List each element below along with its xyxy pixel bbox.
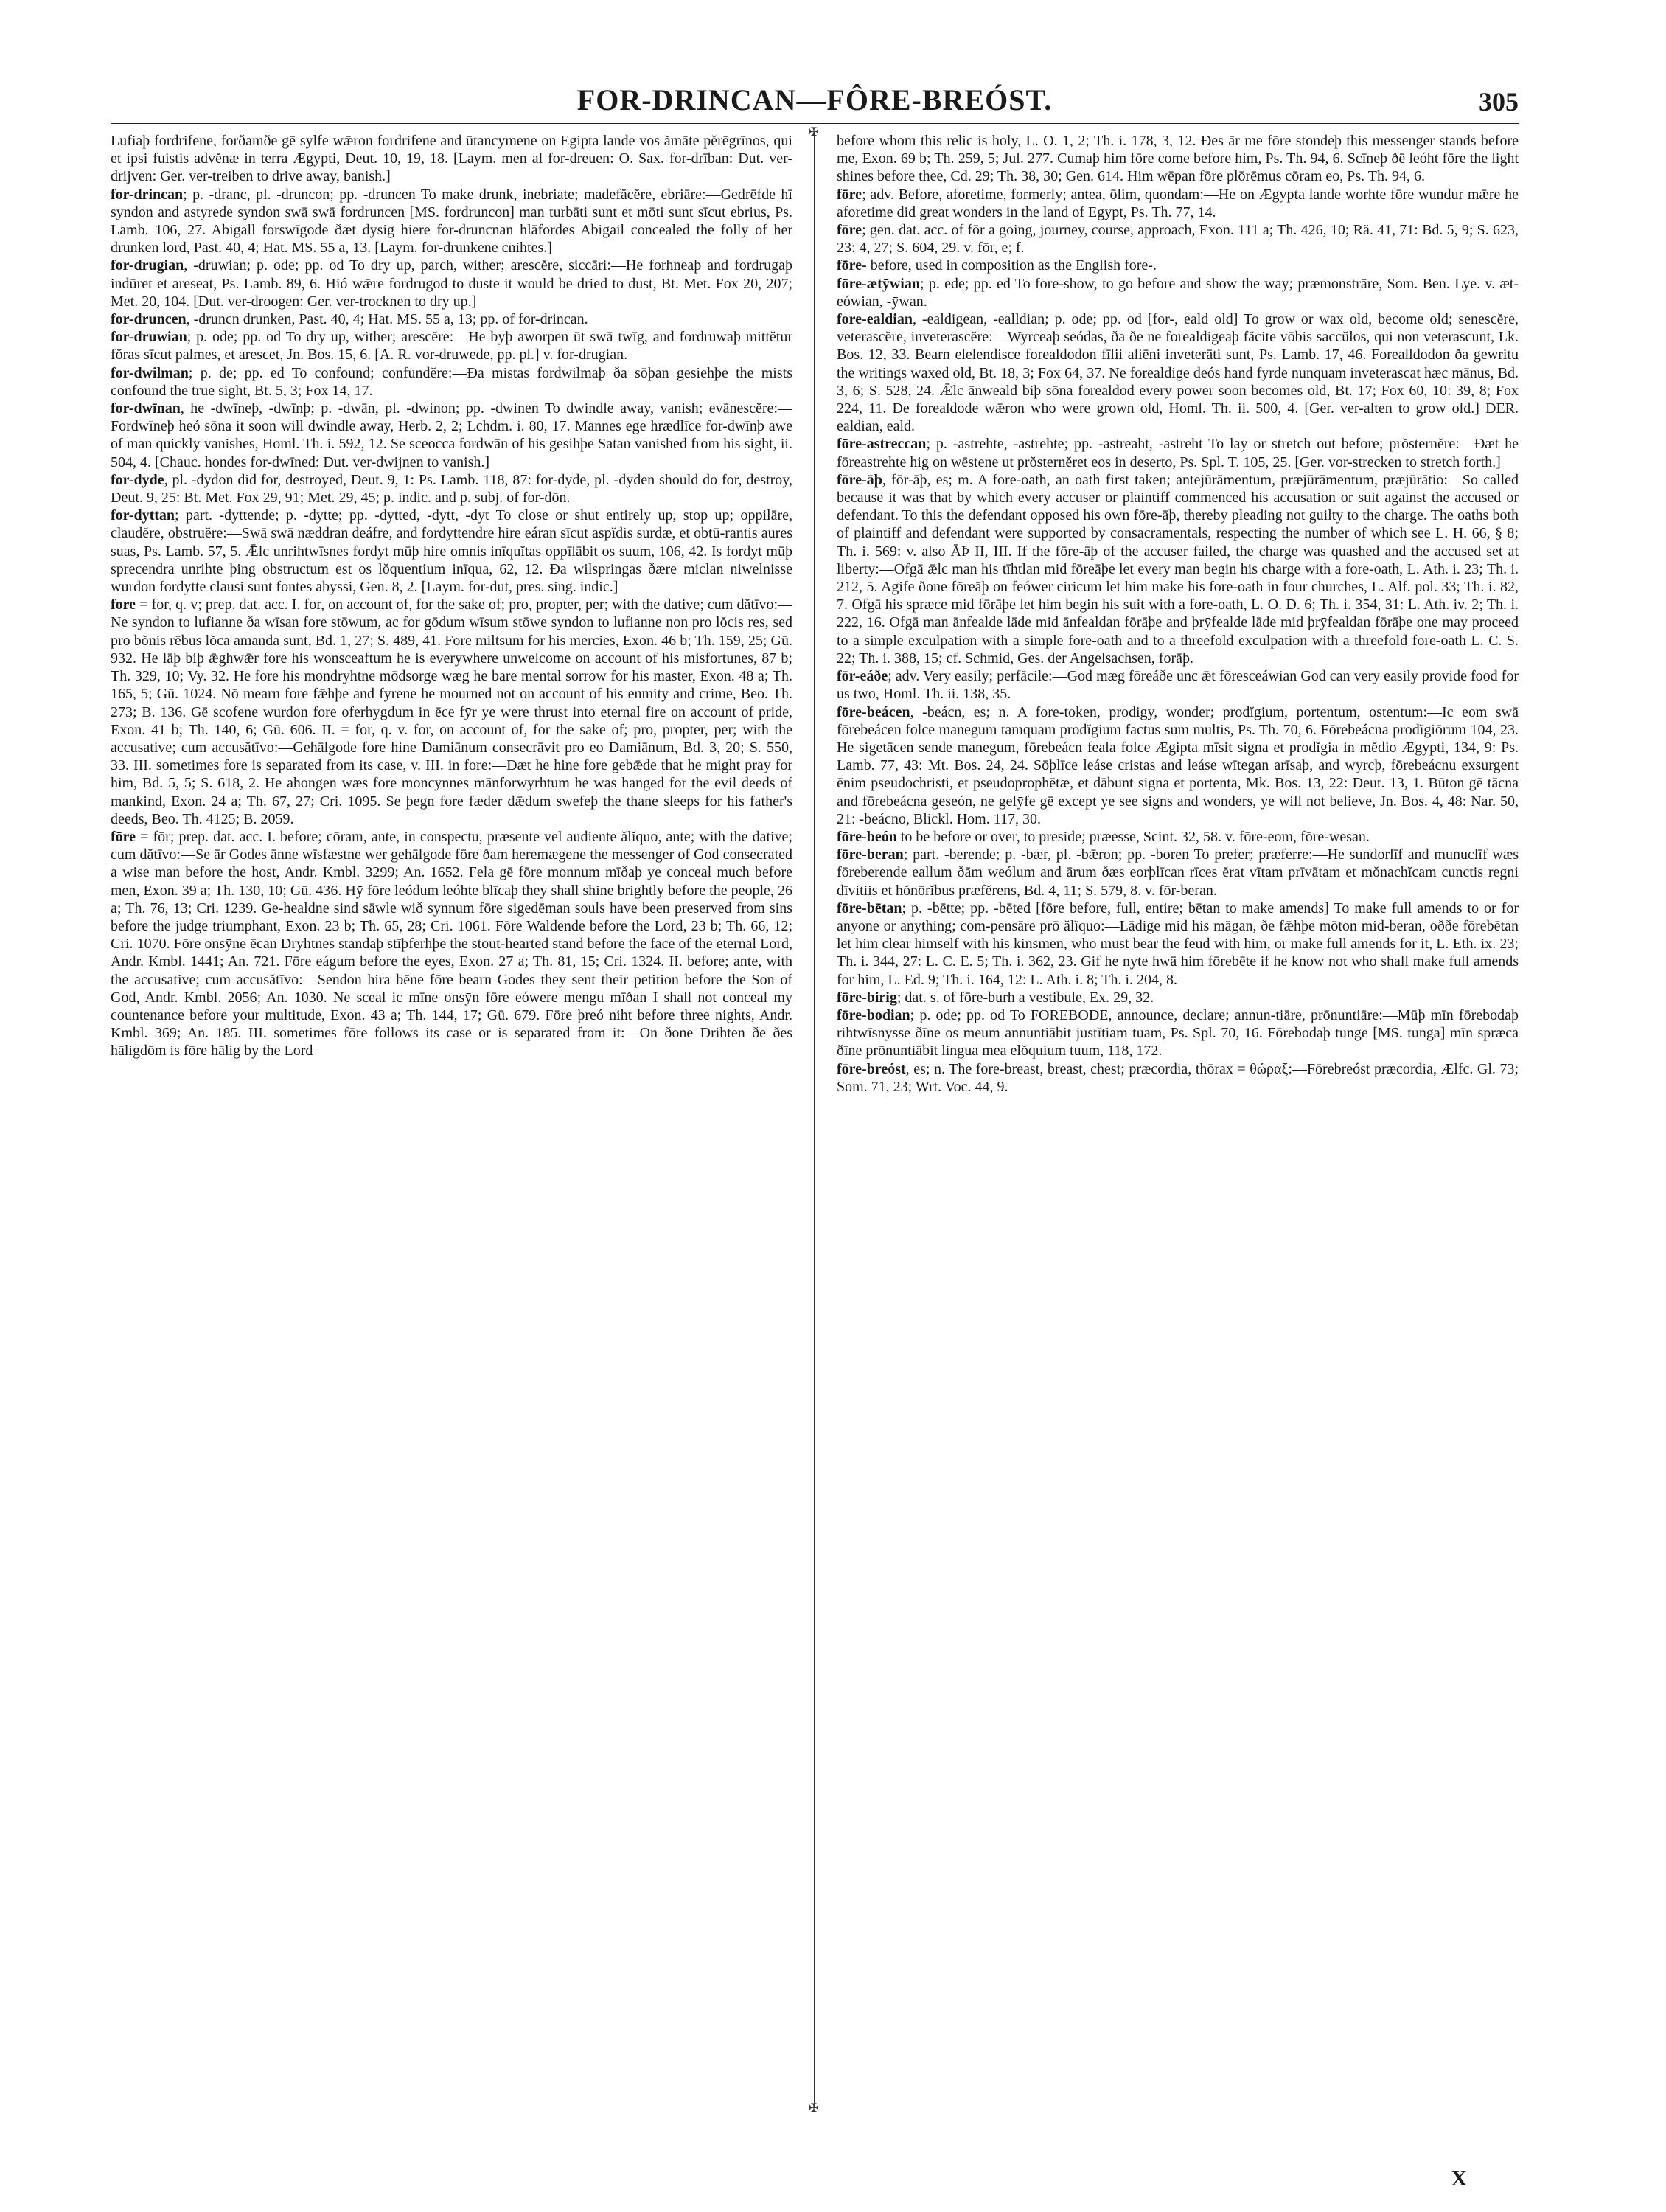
dictionary-entry — [111, 186, 792, 257]
entry-text: , -ealdigean, -ealldian; p. ode; pp. od [for-, eald old] To grow or wax old, become old; senescĕre, veterascĕre, inveterascĕre:—Wyrceaþ seódas, ða ðe ne forealdigeaþ făcite vōbis saccŭlos, qui non veterascunt, Lk. Bos. 12, 33. Bearn elelendisce forealdodon fīlii aliēni inveterāti sunt, Ps. Lamb. 17, 46. Forealldodon ða gewritu the writings waxed old, Bt. 18, 3; Fox 64, 37. Ne forealdige deós hand fyrde nunquam inveterascat hæc mānus, Bd. 3, 6; S. 528, 24. Ǣlc ānweald biþ sōna forealdod every power soon becomes old, Bt. 17; Fox 60, 10: 39, 8; Fox 224, 11. Ðe forealdode wǣron who were grown old, Homl. Th. ii. 500, 4. [Ger. ver-alten to grow old.] DER. ealdian, eald. — [837, 311, 1519, 435]
dictionary-entry — [111, 400, 792, 471]
entry-text: , he -dwīneþ, -dwīnþ; p. -dwān, pl. -dwinon; pp. -dwinen To dwindle away, vanish; evānescĕre:—Fordwīneþ heó sōna it soon will dwindle away, Herb. 2, 2; Lchdm. i. 80, 17. Mannes ege hrædlīce for-dwīnþ awe of man quickly vanishes, Homl. Th. i. 592, 12. Se sceocca fordwān of his gesihþe Satan vanished from his sight, ii. 504, 4. [Chauc. hondes for-dwīned: Dut. ver-dwijnen to vanish.] — [111, 400, 792, 470]
signature-mark: X — [1451, 2166, 1467, 2191]
dictionary-entry — [837, 186, 1519, 221]
dictionary-entry — [837, 310, 1519, 435]
entry-text: ; dat. s. of fōre-burh a vestibule, Ex. 29, 32. — [896, 989, 1154, 1006]
entry-headword: fōre-beón — [837, 828, 897, 845]
dictionary-entry — [837, 900, 1519, 989]
entry-text: = for, q. v; prep. dat. acc. I. for, on account of, for the sake of; pro, propter, per; with the dative; cum dătīvo:—Ne syndon to lufianne ða wīsan fore stōwum, ac for gōdum wīsum stōwe syndon to lufianne non pro lŏcis res, sed pro bŏnis rēbus lŏca amanda sunt, Bd. 1, 27; S. 489, 41. Fore miltsum for his mercies, Exon. 46 b; Th. 159, 25; Gū. 932. He lāþ biþ ǣghwǣr fore his wonsceaftum he is everywhere unwelcome on account of his misfortunes, 87 b; Th. 329, 10; Vy. 32. He fore his mondryhtne mōdsorge wæg he bare mental sorrow for his master, Exon. 48 a; Th. 165, 5; Gū. 1024. Nō mearn fore fǣhþe and fyrene he mourned not on account of his enmity and crime, Beo. Th. 273; B. 136. Gē scofene wurdon fore oferhygdum in ēce fȳr ye were thrust into eternal fire on account of pride, Exon. 41 b; Th. 140, 6; Gū. 606. II. = for, q. v. for, on account of, for the sake of; pro, propter, per; with the accusative; cum accusătīvo:—Gehālgode fore hine Damiānum consecrāvit pro eo Damiānum, Bd. 3, 20; S. 550, 33. III. sometimes fore is separated from its case, v. III. in fore:—Ðæt he hine fore gebǣde that he might pray for him, Bd. 5, 5; S. 618, 2. He ahongen wæs fore moncynnes mānforwyrhtum he was hanged for the evil deeds of mankind, Exon. 24 a; Th. 67, 27; Cri. 1095. Se þegn fore fæder dǣdum swefeþ the thane sleeps for his father's deeds, Beo. Th. 4125; B. 2059. — [111, 597, 792, 827]
dictionary-entry — [837, 257, 1519, 274]
dictionary-entry — [111, 257, 792, 310]
entry-text: before whom this relic is holy, L. O. 1, 2; Th. i. 178, 3, 12. Ðes ār me fōre stondeþ this messenger stands before me, Exon. 69 b; Th. 259, 5; Jul. 277. Cumaþ him fōre come before him, Ps. Th. 94, 6. Scīneþ ðē leóht fōre the light shines before thee, Cd. 29; Th. 38, 30; Gen. 614. Him wēpan fōre plōrēmus cōram eo, Ps. Th. 94, 6. — [837, 133, 1519, 185]
entry-headword: fōre — [837, 186, 862, 203]
entry-headword: fōre-beran — [837, 846, 904, 863]
entry-text: , pl. -dydon did for, destroyed, Deut. 9, 1: Ps. Lamb. 118, 87: for-dyde, pl. -dyden should do for, destroy, Deut. 9, 25: Bt. Met. Fox 29, 91; Met. 29, 45; p. indic. and p. subj. of for-dōn. — [111, 471, 792, 507]
entry-headword: fōre-birig — [837, 989, 897, 1006]
dictionary-entry — [837, 1060, 1519, 1096]
entry-text: to be before or over, to preside; præesse, Scint. 32, 58. v. fōre-eom, fōre-wesan. — [896, 828, 1370, 845]
dictionary-entry — [111, 328, 792, 364]
entry-headword: for-drugian — [111, 257, 184, 274]
entry-headword: fore-ealdian — [837, 311, 913, 328]
entry-headword: fōr-eáðe — [837, 668, 888, 685]
dictionary-entry — [837, 132, 1519, 186]
dictionary-entry — [837, 435, 1519, 470]
entry-text: , es; n. The fore-breast, breast, chest; præcordia, thōrax = θώραξ:—Fōrebreóst præcordia, Ælfc. Gl. 73; Som. 71, 23; Wrt. Voc. 44, 9. — [837, 1060, 1519, 1095]
entry-headword: for-druncen — [111, 311, 187, 328]
entry-headword: fōre — [837, 222, 862, 239]
entry-text: ; part. -dyttende; p. -dytte; pp. -dytted, -dytt, -dyt To close or shut entirely up, stop up; oppilāre, claudĕre, obstruĕre:—Swā swā næddran deáfre, and fordyttendre hire eáran sīcut aspĭdis surdæ, et obtū-rantis aures suas, Ps. Lamb. 57, 5. Ǣlc unrihtwīsnes fordyt mūþ hire omnis inīquĭtas oppīlābit os suum, 106, 42. Is fordyt mūþ sprecendra unrihte þing obstructum est os lŏquentium inīqua, 62, 12. Ða wilspringas ðære miclan niwelnisse wurdon fordytte clausi sunt fontes abyssi, Gen. 8, 2. [Laym. for-dut, pres. sing. indic.] — [111, 507, 792, 596]
dictionary-entry — [111, 507, 792, 596]
entry-text: , -druwian; p. ode; pp. od To dry up, parch, wither; arescĕre, siccāri:—He forhneaþ and fordrugaþ indūret et areseat, Ps. Lamb. 89, 6. Hió wǣre fordrugod to duste it would be dried to dust, Bt. Met. Fox 20, 207; Met. 20, 104. [Dut. ver-droogen: Ger. ver-trocknen to dry up.] — [111, 257, 792, 310]
entry-text: Lufiaþ fordrifene, forðamðe gē sylfe wǣron fordrifene and ūtancymene on Egipta lande vos ămāte pĕrēgrīnos, qui et ipsi fuistis advĕnæ in terra Ægypti, Deut. 10, 19, 18. [Laym. men al for-dreuen: O. Sax. for-drīban: Dut. ver-drijven: Ger. ver-treiben to drive away, banish.] — [111, 133, 792, 185]
dictionary-entry — [111, 310, 792, 328]
entry-text: ; p. de; pp. ed To confound; confundĕre:—Ða mistas fordwilmaþ ða sōþan gesiehþe the mists confound the true sight, Bt. 5, 3; Fox 14, 17. — [111, 364, 792, 399]
entry-headword: fōre — [111, 828, 136, 845]
entry-text: ; part. -berende; p. -bær, pl. -bǣron; pp. -boren To prefer; præferre:—He sundorlīf and munuclīf wæs fōreberende eallum ðām weólum and ārum ðæs eorþlīcan rīces ĕrat vītam prīvātam et mŏnachĭcam cunctis regni dīvitiis et hŏnōrĭbus præfĕrens, Bd. 4, 11; S. 579, 8. v. fōr-beran. — [837, 846, 1519, 899]
entry-headword: for-dwīnan — [111, 400, 181, 417]
ornament-top-icon: ✠ — [809, 125, 819, 139]
dictionary-entry — [111, 596, 792, 828]
dictionary-entry — [837, 471, 1519, 667]
entry-text: ; gen. dat. acc. of fōr a going, journey, course, approach, Exon. 111 a; Th. 426, 10; Rä. 41, 71: Bd. 5, 9; S. 623, 23: 4, 27; S. 604, 29. v. fōr, e; f. — [837, 222, 1519, 257]
dictionary-entry — [837, 846, 1519, 900]
entry-text: before, used in composition as the English fore-. — [866, 257, 1157, 274]
dictionary-page — [111, 77, 1519, 2186]
entry-headword: for-dwilman — [111, 364, 189, 381]
entry-text: ; adv. Very easily; perfăcile:—God mæg fōreáðe unc ǣt fōresceáwian God can very easily provide food for us two, Homl. Th. ii. 138, 35. — [837, 668, 1519, 703]
entry-text: ; p. ode; pp. od To FOREBODE, announce, declare; annun-tiāre, prōnuntiāre:—Mūþ mīn fōrebodaþ rihtwīsnysse ðīne os meum annuntiābit justĭtiam tuam, Ps. Spl. 70, 16. Fōrebodaþ tunge [MS. tunga] mīn spræca ðīne prōnuntiābit lingua mea elŏquium tuum, 118, 172. — [837, 1006, 1519, 1060]
dictionary-entry — [837, 989, 1519, 1006]
entry-headword: fōre- — [837, 257, 867, 274]
entry-headword: fore — [111, 597, 136, 613]
columns — [111, 125, 1519, 2123]
entry-text: ; p. ede; pp. ed To fore-show, to go before and show the way; præmonstrāre, Som. Ben. Lye. v. æt-eówian, -ȳwan. — [837, 275, 1519, 310]
entry-text: ; p. ode; pp. od To dry up, wither; arescĕre:—He byþ aworpen ūt swā twīg, and fordruwaþ mittĕtur fŏras sīcut palmes, et arescet, Jn. Bos. 15, 6. [A. R. vor-druwede, pp. pl.] v. for-drugian. — [111, 329, 792, 364]
dictionary-entry — [837, 667, 1519, 703]
entry-headword: fōre-bodian — [837, 1006, 910, 1023]
dictionary-entry — [111, 471, 792, 507]
dictionary-entry — [837, 1006, 1519, 1060]
entry-headword: fōre-astreccan — [837, 436, 927, 453]
entry-headword: fōre-breóst — [837, 1060, 906, 1077]
entry-text: = fōr; prep. dat. acc. I. before; cōram, ante, in conspectu, præsente vel audiente ălĭquo, ante; with the dative; cum dătīvo:—Se ār Godes ānne wīsfæstne wer gehālgode fōre ðam heremægene the messenger of God consecrated a wise man before the host, Andr. Kmbl. 3299; An. 1652. Fela gē fōre monnum mīðaþ ye conceal much before men, Exon. 39 a; Th. 130, 10; Gū. 436. Hȳ fōre leódum leóhte blīcaþ they shall shine brightly before the people, 26 a; Th. 76, 13; Cri. 1239. Ge-healdne sind sāwle wið synnum fōre sigedēman souls have been preserved from sins before the judge triumphant, Exon. 23 b; Th. 65, 28; Cri. 1061. Fōre Waldende before the Lord, 23 b; Th. 66, 12; Cri. 1070. Fōre onsȳne ēcan Dryhtnes standaþ stīþferhþe the stout-hearted stand before the face of the eternal Lord, Andr. Kmbl. 1441; An. 721. Fōre eágum before the eyes, Exon. 27 a; Th. 81, 15; Cri. 1324. II. before; ante, with the accusative; cum accusătīvo:—Sendon hira bēne fōre bearn Godes they sent their petition before the Son of God, Andr. Kmbl. 2056; An. 1030. Ne sceal ic mīne onsȳn fōre eówere mengu mīðan I shall not conceal my countenance before your multitude, Exon. 43 a; Th. 144, 17; Gū. 679. Fōre þreó niht before three nights, Andr. Kmbl. 369; An. 185. III. sometimes fōre follows its case or is separated from it:—On ðone Drihten ðe ðes hāligdōm is fōre hālig by the Lord — [111, 828, 792, 1060]
dictionary-entry — [111, 132, 792, 186]
running-header — [111, 77, 1519, 124]
entry-headword: fōre-beácen — [837, 703, 910, 720]
page-number: 305 — [1479, 87, 1519, 116]
dictionary-entry — [837, 703, 1519, 828]
entry-headword: for-dyttan — [111, 507, 175, 524]
dictionary-entry — [111, 364, 792, 400]
entry-text: ; p. -dranc, pl. -druncon; pp. -druncen To make drunk, inebriate; madefăcĕre, ebriāre:—Gedrēfde hī syndon and astyrede syndon swā swā fordruncen [MS. fordruncon] man turbāti sunt et mōti sunt sīcut ebrius, Ps. Lamb. 106, 27. Abigall forswīgode ðæt dysig hiere for-druncnan hlāfordes Abigail concealed the folly of her drunken lord, Past. 40, 4; Hat. MS. 55 a, 13. [Laym. for-drunkene cnihtes.] — [111, 186, 792, 257]
entry-text: ; p. -astrehte, -astrehte; pp. -astreaht, -astreht To lay or stretch out before; prŏsternĕre:—Ðæt he fōreastrehte hig on wēstene ut prŏsternĕret eos in deserto, Ps. Spl. T. 105, 25. [Ger. vor-strecken to stretch forth.] — [837, 436, 1519, 470]
dictionary-entry — [837, 828, 1519, 846]
dictionary-entry — [111, 828, 792, 1060]
ornament-bottom-icon: ✠ — [809, 2101, 819, 2115]
entry-headword: for-dyde — [111, 471, 164, 488]
page-title: FOR-DRINCAN—FÔRE-BREÓST. — [576, 83, 1053, 116]
entry-text: , fōr-āþ, es; m. A fore-oath, an oath first taken; antejūrāmentum, præjūrāmentum, præjūrātio:—So called because it was that by which every accuser or plaintiff commenced his accusation or suit against the accused or defendant. To this the defendant opposed his own fōre-āþ, thereby pleading not guilty to the charge. The oaths both of plaintiff and defendant were supported by consacramentals, respecting the number of which see L. H. 66, § 8; Th. i. 569: v. also ĀÞ II, III. If the fōre-āþ of the accuser failed, the charge was quashed and the accused set at liberty:—Ofgā ǣlc man his tīhtlan mid fōreāþe let every man begin his charge with a fore-oath, L. Ath. i. 23; Th. i. 212, 5. Agife ðone fōreāþ on feówer ciricum let him make his fore-oath in four churches, L. Alf. pol. 33; Th. i. 82, 7. Ofgā his spræce mid fōrāþe let him begin his suit with a fore-oath, L. O. D. 6; Th. i. 354, 31: L. Ath. iv. 2; Th. i. 222, 16. Ofgā man ānfealde lāde mid ānfealdan fōrāþe and þrȳfealde lāde mid þrȳfealdan fōrāþe one may proceed to a simple exculpation with a simple fore-oath and to a threefold exculpation with a threefold fore-oath L. C. S. 22; Th. i. 388, 15; cf. Schmid, Ges. der Angelsachsen, forāþ. — [837, 471, 1519, 667]
entry-headword: for-drincan — [111, 186, 184, 203]
entry-headword: fōre-āþ — [837, 471, 882, 488]
dictionary-entry — [837, 221, 1519, 257]
entry-headword: fōre-ætȳwian — [837, 275, 920, 292]
entry-text: , -beácn, es; n. A fore-token, prodigy, wonder; prodĭgium, portentum, ostentum:—Ic eom swā fōrebeácen folce manegum tamquam prodĭgium factus sum multis, Ps. Th. 70, 6. Fōrebeácna prodĭgiōrum 104, 23. He sigetācen sende manegum, fōrebeácn feala folce Ægipta mīsit signa et prodĭgia in mĕdio Ægypti, 134, 9: Ps. Lamb. 77, 43: Mt. Bos. 24, 24. Sōþlīce leáse cristas and leáse wītegan arīsaþ, and wyrcþ, fōrebeácnu exsurgent ēnim pseudochristi, et pseudoprophētæ, et dābunt signa et portenta, Mk. Bos. 13, 22: Deut. 13, 1. Būton gē tācna and fōrebeácna geseón, ne gelȳfe gē except ye see signs and wonders, ye will not believe, Jn. Bos. 4, 48: Nar. 50, 21: -beácno, Blickl. Hom. 117, 30. — [837, 703, 1519, 827]
entry-text: , -druncn drunken, Past. 40, 4; Hat. MS. 55 a, 13; pp. of for-drincan. — [186, 311, 588, 328]
entry-headword: fōre-bētan — [837, 900, 902, 917]
entry-text: ; adv. Before, aforetime, formerly; antea, ōlim, quondam:—He on Ægypta lande worhte fōre wundur mǣre he aforetime did great wonders in the land of Egypt, Ps. Th. 77, 14. — [837, 186, 1519, 220]
left-column — [111, 132, 792, 2123]
right-column — [837, 132, 1519, 2123]
dictionary-entry — [837, 275, 1519, 310]
entry-headword: for-druwian — [111, 329, 187, 346]
column-divider — [814, 132, 815, 2108]
entry-text: ; p. -bētte; pp. -bēted [fōre before, full, entire; bētan to make amends] To make full amends to or for anyone or anything; com-pensāre prō ălĭquo:—Lādige mid his māgan, ðe fǣhþe mōton mid-beran, oððe fōrebētan let him clear himself with his kinsmen, who must bear the feud with him, or make full amends for it, L. Eth. ix. 23; Th. i. 344, 27: L. C. E. 5; Th. i. 362, 23. Gif he nyte hwā him fōrebēte if he know not who shall make full amends for him, L. Ed. 9; Th. i. 164, 12: L. Ath. i. 8; Th. i. 204, 8. — [837, 900, 1519, 988]
